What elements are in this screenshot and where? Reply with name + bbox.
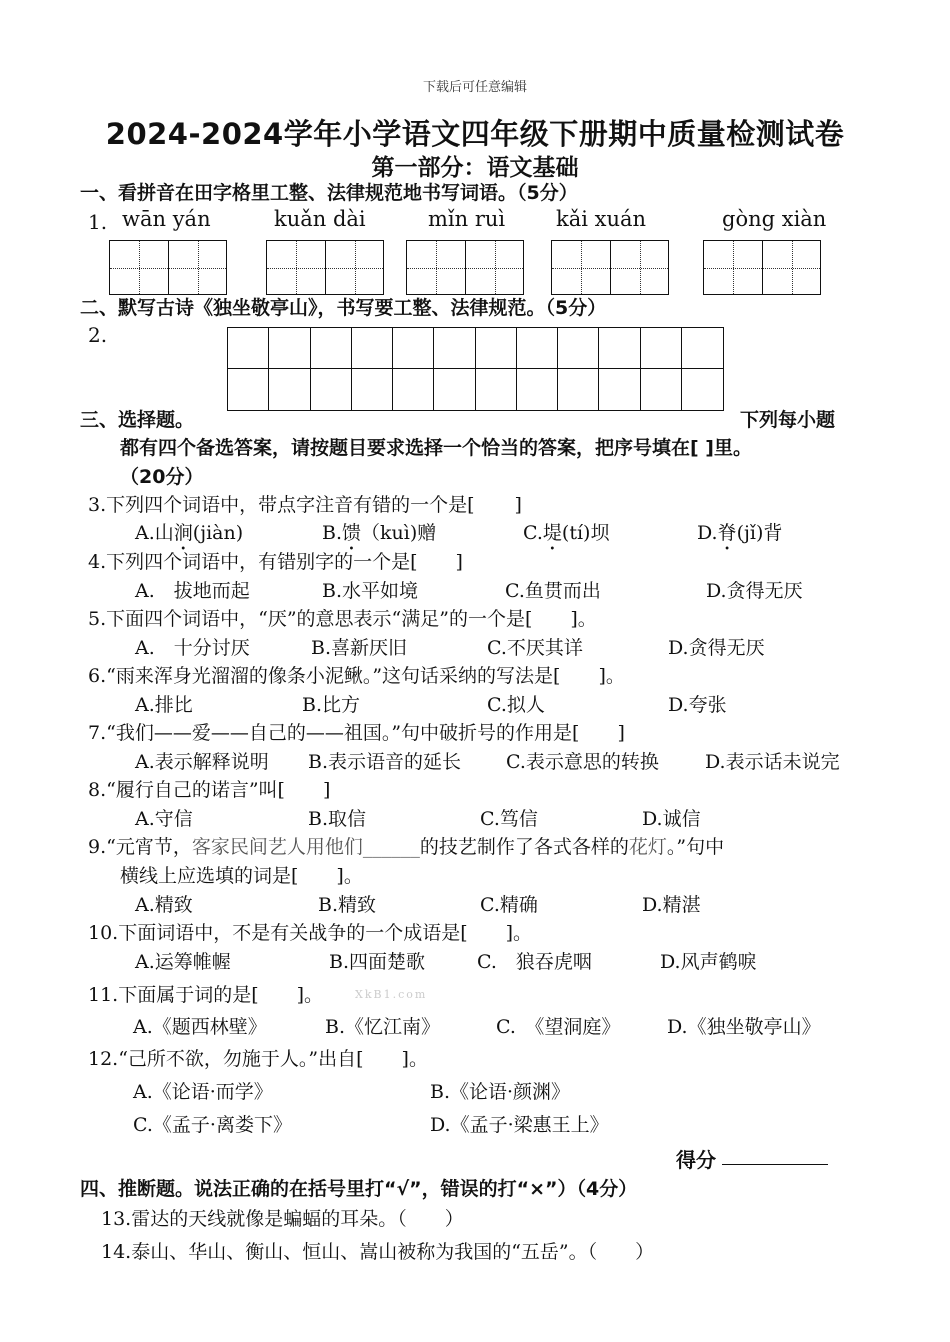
q9-option-c[interactable]: C.精确 (480, 894, 538, 916)
q9-stem-line2: 横线上应选填的词是[ ]。 (120, 865, 363, 887)
pinyin-4: kǎi xuán (556, 207, 647, 231)
q4-option-b[interactable]: B.水平如境 (322, 580, 419, 602)
poem-writing-grid[interactable] (227, 327, 724, 411)
q5-option-c[interactable]: C.不厌其详 (487, 637, 583, 659)
q11-option-c[interactable]: C. 《望洞庭》 (496, 1016, 621, 1038)
q13-stem: 13.雷达的天线就像是蝙蝠的耳朵。（ ） (101, 1208, 464, 1230)
q7-option-d[interactable]: D.表示话未说完 (705, 751, 840, 773)
q9-stem-b: 客家民间艺人用他们 (191, 836, 363, 858)
section3-instructions: 都有四个备选答案，请按题目要求选择一个恰当的答案，把序号填在[ ]里。 (120, 437, 752, 459)
q9-stem-e: 。”句中 (666, 836, 725, 858)
q4-option-a[interactable]: A. 拔地而起 (135, 580, 250, 602)
q7-stem: 7.“我们——爱——自己的——祖国。”句中破折号的作用是[ ] (88, 722, 625, 744)
q9-blank[interactable]: ______ (362, 836, 420, 858)
section1-heading: 一、看拼音在田字格里工整、法律规范地书写词语。（5分） (80, 182, 578, 204)
q6-option-c[interactable]: C.拟人 (487, 694, 545, 716)
q3-d-text: D. (697, 522, 718, 544)
q2-number: 2. (88, 323, 108, 347)
q3-stem-close: ] (514, 494, 522, 516)
q7-option-c[interactable]: C.表示意思的转换 (506, 751, 659, 773)
section4-heading: 四、推断题。说法正确的在括号里打“√”，错误的打“×”）（4分） (80, 1178, 638, 1200)
q3-a-pinyin: (jiàn) (192, 522, 244, 544)
section3-points: （20分） (120, 466, 204, 488)
q3-c-pinyin: (tí)坝 (561, 522, 610, 544)
tianzige-group-1[interactable] (109, 240, 227, 295)
q8-option-c[interactable]: C.笃信 (480, 808, 538, 830)
pinyin-3: mǐn ruì (428, 207, 506, 231)
pinyin-2: kuǎn dài (274, 207, 366, 231)
section3-heading-tail: 下列每小题 (740, 409, 836, 431)
q3-option-c[interactable] (523, 518, 609, 555)
q3-b-dotted-char: 馈 (342, 522, 362, 544)
q10-stem: 10.下面词语中，不是有关战争的一个成语是[ ]。 (88, 922, 533, 944)
q10-option-d[interactable]: D.风声鹤唳 (660, 951, 757, 973)
q12-option-d[interactable]: D.《孟子·梁惠王上》 (430, 1114, 609, 1136)
q5-option-d[interactable]: D.贪得无厌 (668, 637, 765, 659)
q6-option-a[interactable]: A.排比 (135, 694, 193, 716)
q8-option-d[interactable]: D.诚信 (642, 808, 701, 830)
page-subtitle: 第一部分：语文基础 (371, 155, 579, 181)
q4-stem: 4.下列四个词语中，有错别字的一个是[ ] (88, 551, 463, 573)
q10-option-a[interactable]: A.运筹帷幄 (135, 951, 231, 973)
q3-stem-text: 3.下列四个词语中，带点字注音有错的一个是[ (88, 494, 475, 516)
q3-a-dotted-char: 涧 (173, 522, 193, 544)
tianzige-group-4[interactable] (551, 240, 669, 295)
page-title: 2024-2024学年小学语文四年级下册期中质量检测试卷 (105, 117, 845, 151)
q8-stem: 8.“履行自己的诺言”叫[ ] (88, 779, 331, 801)
q11-option-a[interactable]: A.《题西林壁》 (133, 1016, 267, 1038)
q5-option-a[interactable]: A. 十分讨厌 (135, 637, 250, 659)
q9-option-d[interactable]: D.精湛 (642, 894, 701, 916)
q10-option-b[interactable]: B.四面楚歌 (329, 951, 426, 973)
q14-stem: 14.泰山、华山、衡山、恒山、嵩山被称为我国的“五岳”。（ ） (101, 1241, 655, 1263)
section2-heading: 二、默写古诗《独坐敬亭山》，书写要工整、法律规范。（5分） (80, 297, 607, 319)
watermark: XkB1.com (355, 988, 428, 1001)
q3-c-dotted-char: 堤 (542, 522, 562, 544)
q9-stem-a: 9.“元宵节， (88, 836, 192, 858)
q6-stem: 6.“雨来浑身光溜溜的像条小泥鳅。”这句话采纳的写法是[ ]。 (88, 665, 625, 687)
q3-d-pinyin: (jǐ)背 (736, 522, 783, 544)
tianzige-group-5[interactable] (703, 240, 821, 295)
q3-c-text: C. (523, 522, 543, 544)
q12-option-a[interactable]: A.《论语·而学》 (133, 1081, 273, 1103)
q7-option-a[interactable]: A.表示解释说明 (135, 751, 269, 773)
q7-option-b[interactable]: B.表示语音的延长 (308, 751, 462, 773)
q9-option-b[interactable]: B.精致 (318, 894, 377, 916)
q11-option-d[interactable]: D.《独坐敬亭山》 (667, 1016, 821, 1038)
q9-stem (88, 832, 724, 859)
q3-stem (88, 490, 522, 517)
q9-stem-c: 的技艺制作了各式各样的 (419, 836, 629, 858)
score-label: 得分 (676, 1148, 716, 1172)
q3-d-dotted-char: 脊 (717, 522, 737, 544)
q11-option-b[interactable]: B.《忆江南》 (325, 1016, 441, 1038)
pinyin-1: wān yán (122, 207, 211, 231)
section3-heading: 三、选择题。 (80, 409, 195, 431)
q3-a-text: A.山 (135, 522, 174, 544)
q1-number: 1. (88, 210, 108, 234)
q12-option-b[interactable]: B.《论语·颜渊》 (430, 1081, 571, 1103)
q11-stem: 11.下面属于词的是[ ]。 (88, 984, 324, 1006)
q3-b-pinyin: （kuì)赠 (361, 522, 437, 544)
q5-option-b[interactable]: B.喜新厌旧 (311, 637, 408, 659)
q6-option-b[interactable]: B.比方 (302, 694, 361, 716)
q12-option-c[interactable]: C.《孟子·离娄下》 (133, 1114, 292, 1136)
tianzige-group-2[interactable] (266, 240, 384, 295)
q8-option-b[interactable]: B.取信 (308, 808, 367, 830)
q5-stem: 5.下面四个词语中，“厌”的意思表示“满足”的一个是[ ]。 (88, 608, 597, 630)
score-blank-line[interactable] (722, 1164, 828, 1165)
q4-option-c[interactable]: C.鱼贯而出 (505, 580, 601, 602)
q3-option-d[interactable] (697, 518, 782, 555)
q9-option-a[interactable]: A.精致 (135, 894, 193, 916)
q6-option-d[interactable]: D.夸张 (668, 694, 727, 716)
q4-option-d[interactable]: D.贪得无厌 (706, 580, 803, 602)
tianzige-group-3[interactable] (406, 240, 524, 295)
q10-option-c[interactable]: C. 狼吞虎咽 (477, 951, 592, 973)
q9-stem-d: 花灯 (628, 836, 667, 858)
header-note: 下载后可任意编辑 (422, 80, 527, 95)
q3-b-text: B. (322, 522, 343, 544)
q12-stem: 12.“己所不欲，勿施于人。”出自[ ]。 (88, 1048, 428, 1070)
pinyin-5: gòng xiàn (722, 207, 827, 231)
q8-option-a[interactable]: A.守信 (135, 808, 193, 830)
